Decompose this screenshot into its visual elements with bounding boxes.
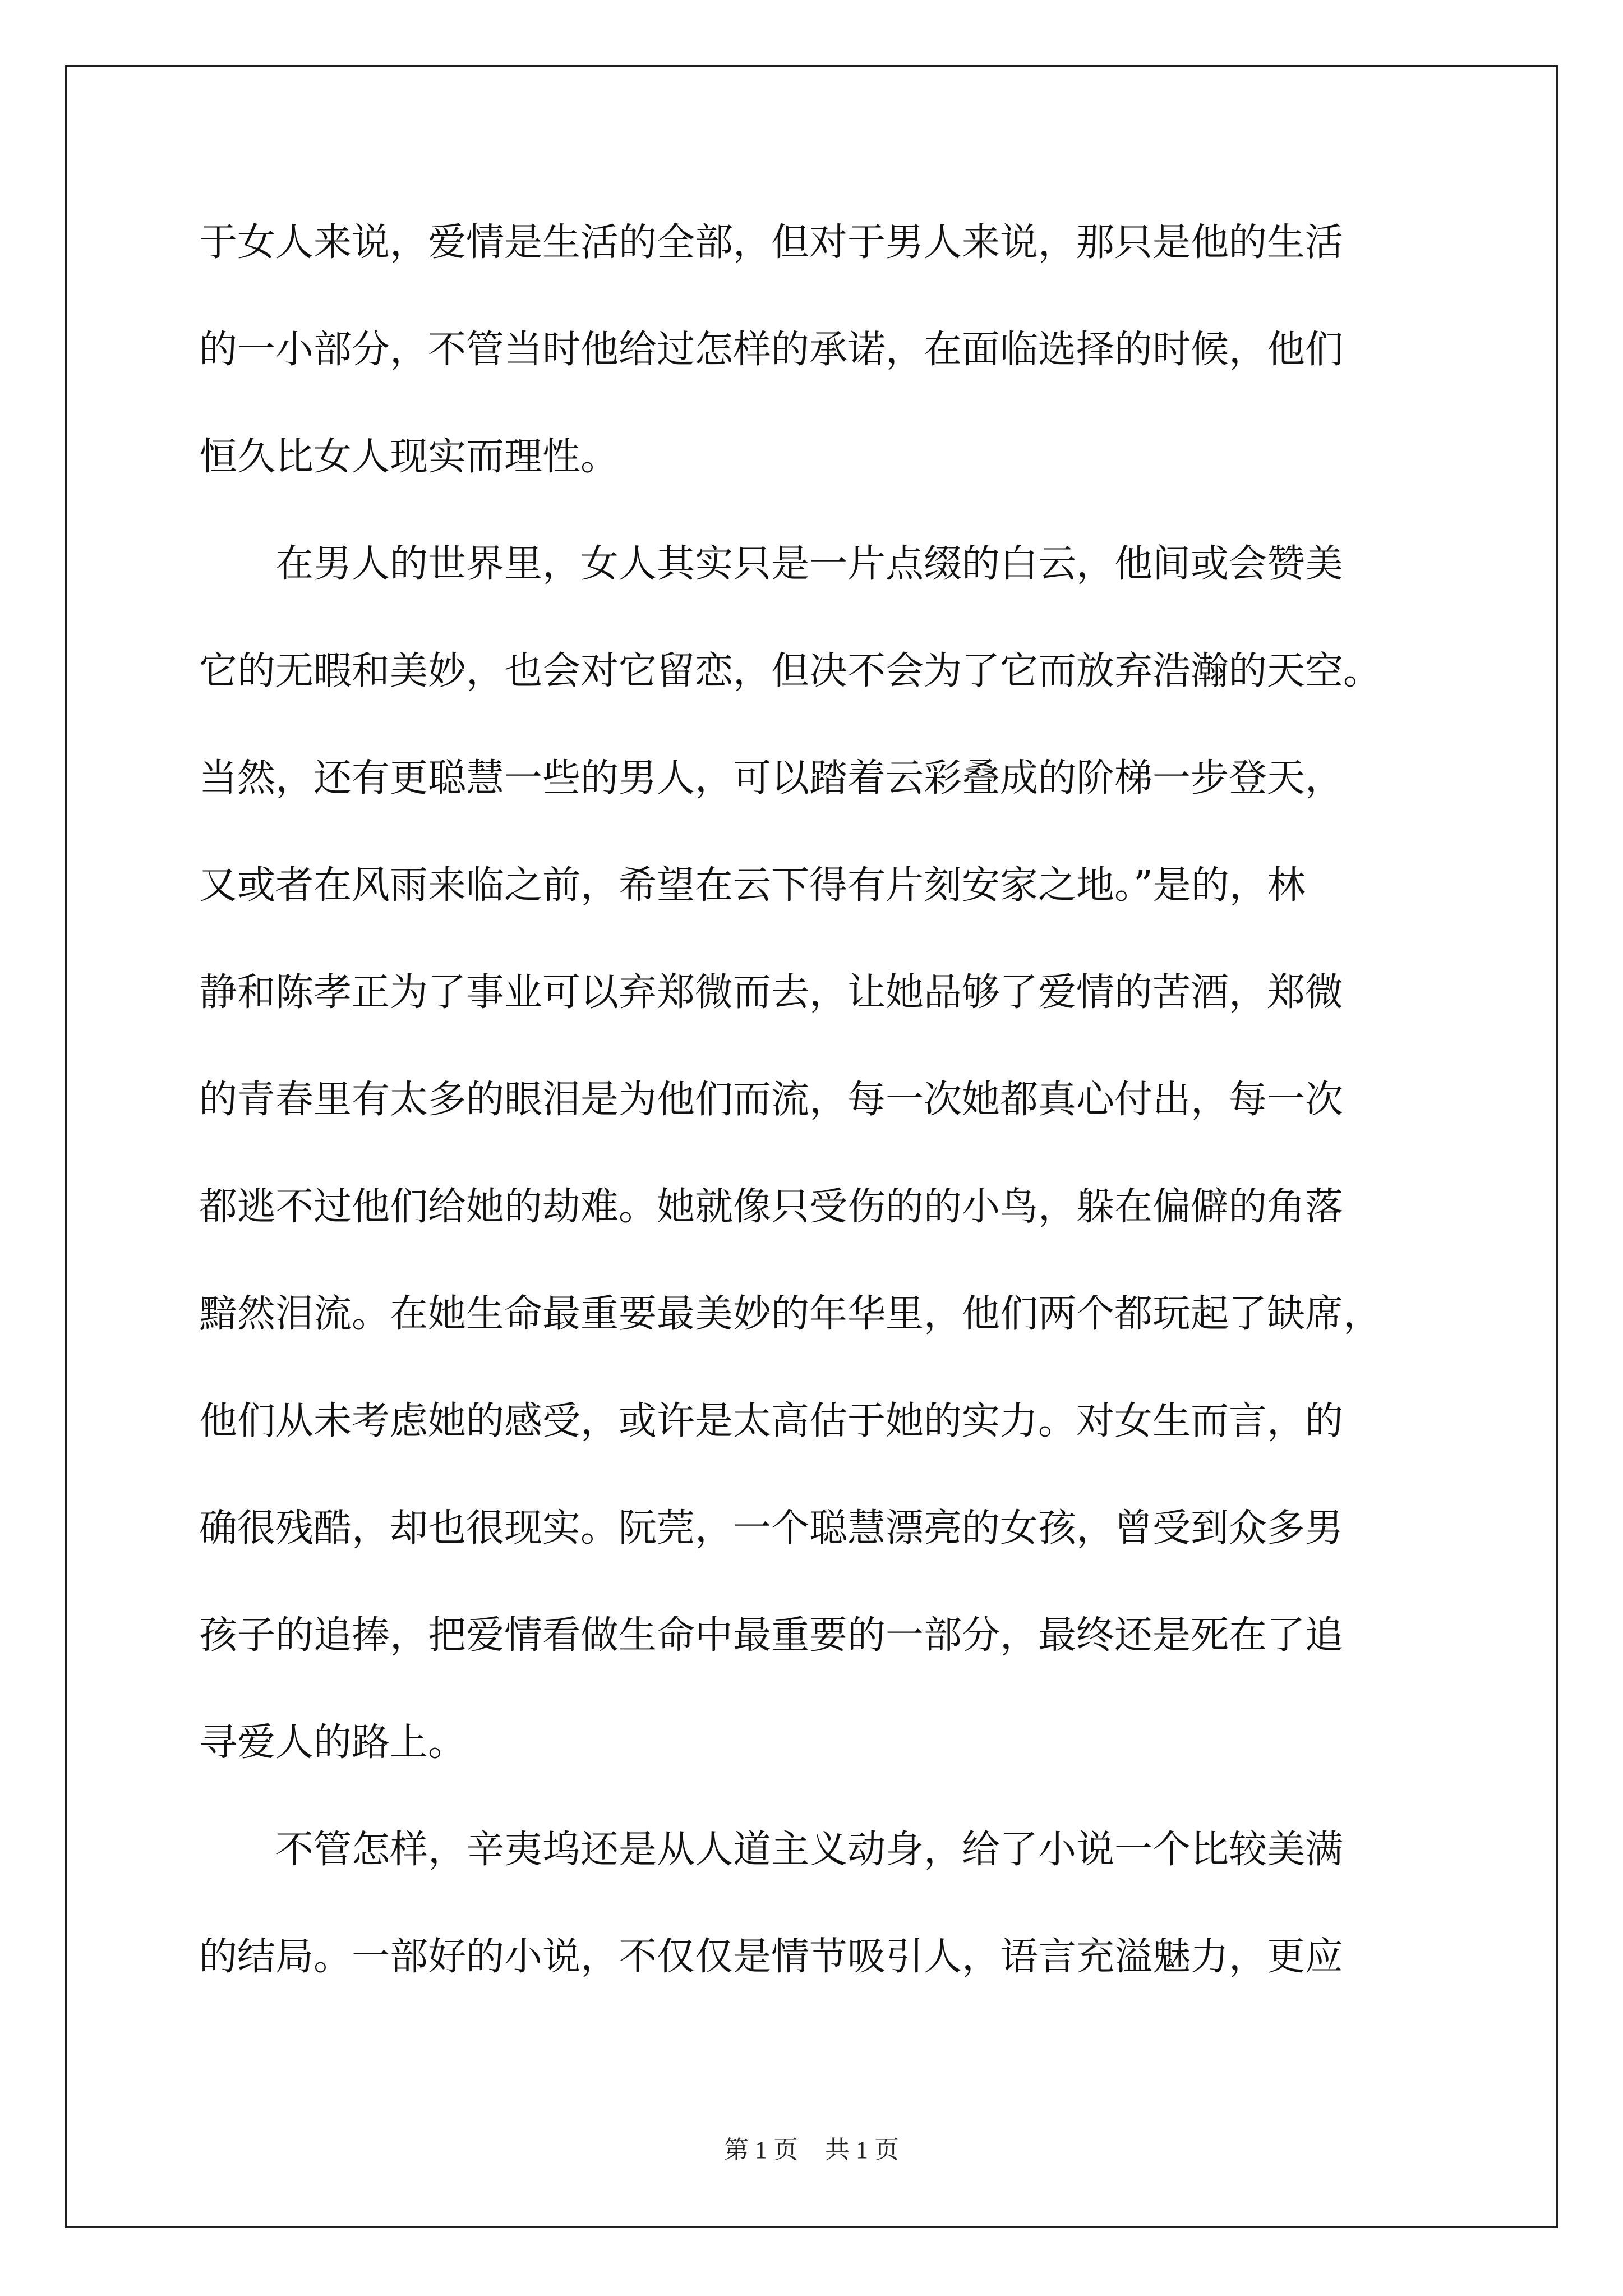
text-line: 恒久比女人现实而理性。: [199, 435, 619, 479]
text-line: 的一小部分，不管当时他给过怎样的承诺，在面临选择的时候，他们: [199, 328, 1344, 372]
text-line: 静和陈孝正为了事业可以弃郑微而去，让她品够了爱情的苦酒，郑微: [199, 970, 1344, 1015]
document-body: [199, 215, 1433, 2037]
page-number-current: 第 1 页: [724, 2136, 798, 2164]
text-line: 的青春里有太多的眼泪是为他们而流，每一次她都真心付出，每一次: [199, 1078, 1344, 1122]
text-line: 在男人的世界里，女人其实只是一片点缀的白云，他间或会赞美: [199, 542, 1344, 586]
text-line: 当然，还有更聪慧一些的男人，可以踏着云彩叠成的阶梯一步登天，: [199, 756, 1344, 800]
page-number-total: 共 1 页: [825, 2136, 899, 2164]
text-line: 于女人来说，爱情是生活的全部，但对于男人来说，那只是他的生活: [199, 220, 1344, 265]
text-line: 确很残酷，却也很现实。阮莞，一个聪慧漂亮的女孩，曾受到众多男: [199, 1506, 1344, 1550]
text-line: 不管怎样，辛夷坞还是从人道主义动身，给了小说一个比较美满: [199, 1828, 1344, 1872]
text-line: 孩子的追捧，把爱情看做生命中最重要的一部分，最终还是死在了追: [199, 1613, 1344, 1658]
text-line: 它的无暇和美妙，也会对它留恋，但决不会为了它而放弃浩瀚的天空。: [199, 649, 1382, 693]
text-line: 黯然泪流。在她生命最重要最美妙的年华里，他们两个都玩起了缺席，: [199, 1292, 1382, 1336]
text-line: 寻爱人的路上。: [199, 1720, 467, 1765]
text-line: 他们从未考虑她的感受，或许是太高估于她的实力。对女生而言，的: [199, 1399, 1344, 1443]
text-line: 的结局。一部好的小说，不仅仅是情节吸引人，语言充溢魅力，更应: [199, 1935, 1344, 1979]
text-line: 又或者在风雨来临之前，希望在云下得有片刻安家之地。”是的，林: [199, 863, 1306, 908]
page-footer: [0, 2129, 1623, 2165]
text-line: 都逃不过他们给她的劫难。她就像只受伤的的小鸟，躲在偏僻的角落: [199, 1185, 1344, 1229]
